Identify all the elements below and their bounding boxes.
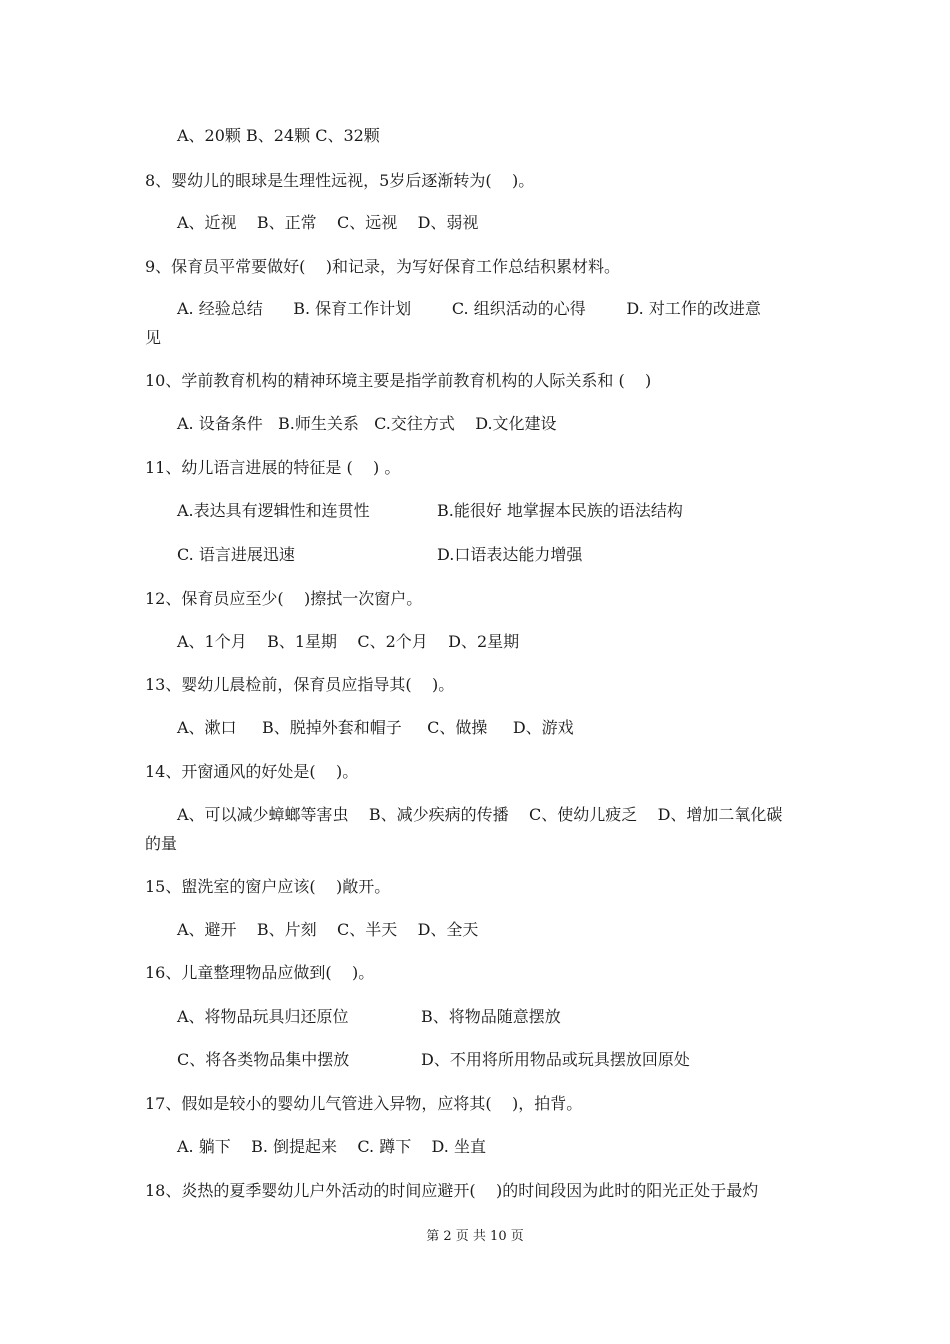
q15-options: A、避开 B、片刻 C、半天 D、全天: [177, 920, 479, 939]
q16-option-a: A、将物品玩具归还原位: [177, 1007, 349, 1026]
page-footer: 第 2 页 共 10 页: [426, 1229, 524, 1244]
q8-options: A、近视 B、正常 C、远视 D、弱视: [177, 213, 479, 232]
q11-option-d: D.口语表达能力增强: [437, 545, 583, 564]
question-18: 18、炎热的夏季婴幼儿户外活动的时间应避开( )的时间段因为此时的阳光正处于最灼: [145, 1181, 759, 1200]
q7-options: A、20颗 B、24颗 C、32颗: [177, 126, 380, 145]
question-13: 13、婴幼儿晨检前，保育员应指导其( )。: [145, 675, 455, 694]
q10-options: A. 设备条件 B.师生关系 C.交往方式 D.文化建设: [177, 414, 557, 433]
question-14: 14、开窗通风的好处是( )。: [145, 762, 359, 781]
question-8: 8、婴幼儿的眼球是生理性远视，5岁后逐渐转为( )。: [145, 171, 535, 190]
q16-option-b: B、将物品随意摆放: [421, 1007, 561, 1026]
q17-options: A. 躺下 B. 倒提起来 C. 蹲下 D. 坐直: [177, 1137, 486, 1156]
question-17: 17、假如是较小的婴幼儿气管进入异物，应将其( )，拍背。: [145, 1094, 583, 1113]
q11-option-b: B.能很好 地掌握本民族的语法结构: [437, 501, 683, 520]
q11-option-c: C. 语言进展迅速: [177, 545, 295, 564]
question-11: 11、幼儿语言进展的特征是 ( ) 。: [145, 458, 401, 477]
q13-options: A、漱口 B、脱掉外套和帽子 C、做操 D、游戏: [177, 718, 574, 737]
question-10: 10、学前教育机构的精神环境主要是指学前教育机构的人际关系和 ( ): [145, 371, 652, 390]
question-12: 12、保育员应至少( )擦拭一次窗户。: [145, 589, 423, 608]
question-15: 15、盥洗室的窗户应该( )敞开。: [145, 877, 391, 896]
q9-options: A. 经验总结 B. 保育工作计划 C. 组织活动的心得 D. 对工作的改进意: [177, 299, 761, 318]
q14-options-cont: 的量: [145, 834, 178, 853]
q9-options-cont: 见: [145, 328, 162, 347]
question-16: 16、儿童整理物品应做到( )。: [145, 963, 375, 982]
q12-options: A、1个月 B、1星期 C、2个月 D、2星期: [177, 632, 520, 651]
question-9: 9、保育员平常要做好( )和记录，为写好保育工作总结积累材料。: [145, 257, 621, 276]
q16-option-c: C、将各类物品集中摆放: [177, 1050, 350, 1069]
q11-option-a: A.表达具有逻辑性和连贯性: [177, 501, 370, 520]
q14-options: A、可以减少蟑螂等害虫 B、减少疾病的传播 C、使幼儿疲乏 D、增加二氧化碳: [177, 805, 783, 824]
q16-option-d: D、不用将所用物品或玩具摆放回原处: [421, 1050, 690, 1069]
